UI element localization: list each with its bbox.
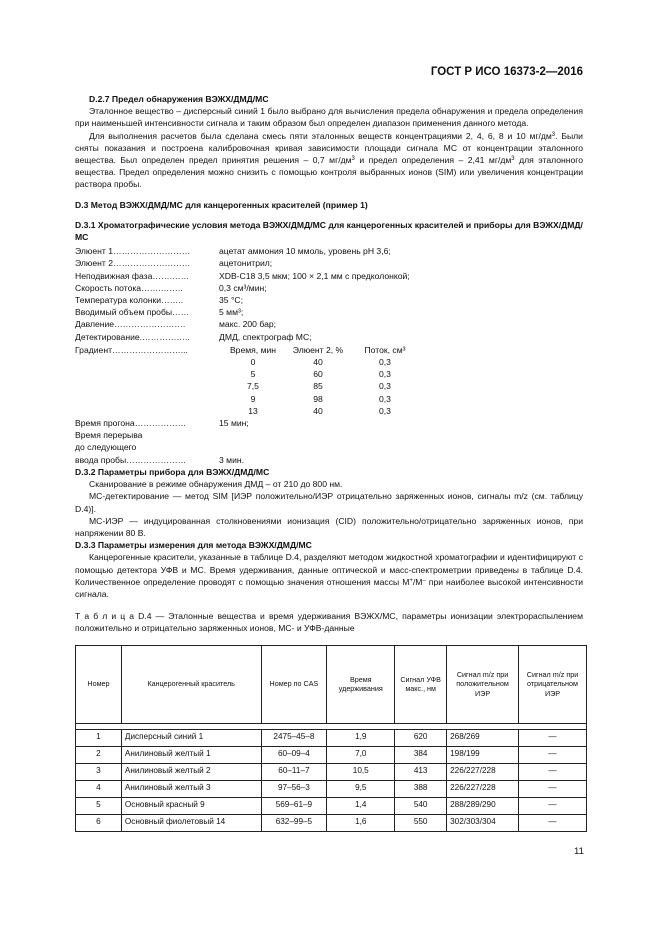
column-header: Номер по CAS	[261, 645, 327, 723]
paragraph: МС-детектирование — метод SIM [ИЭР положительно/ИЭР отрицательно заряженных ионов, сигналы m/z (см. таблицу D.4)].	[75, 491, 583, 514]
chromatography-parameters	[75, 245, 583, 343]
table-row: 2 Анилиновый желтый 1 60–09–4 7,0 384 198/199 —	[76, 746, 587, 763]
paragraph: Сканирование в режиме обнаружения ДМД – от 210 до 800 нм.	[89, 479, 343, 490]
column-header: Канцерогенный краситель	[121, 645, 261, 723]
section-heading-d31: D.3.1 Хроматографические условия метода ВЭЖХ/ДМД/МС для канцерогенных красителей и приборы для ВЭЖХ/ДМД/МС	[75, 219, 583, 243]
table-header-row	[76, 645, 587, 723]
param-row: Температура колонки…….. 35 °С;	[75, 295, 243, 306]
column-header: Сигнал УФВ макс., нм	[395, 645, 447, 723]
table-row: 5 Основный красный 9 569–61–9 1,4 540 288/289/290 —	[76, 797, 587, 814]
param-row: Детектирование.…………….. ДМД, спектрограф МС;	[75, 331, 312, 342]
section-heading-d3: D.3 Метод ВЭЖХ/ДМД/МС для канцерогенных красителей (пример 1)	[75, 199, 368, 210]
section-heading-d33: D.3.3 Параметры измерения для метода ВЭЖХ/ДМД/МС	[75, 540, 312, 551]
table-row: 4 Анилиновый желтый 3 97–56–3 9,5 388 226/227/228 —	[76, 780, 587, 797]
section-heading-d27: D.2.7 Предел обнаружения ВЭЖХ/ДМД/МС	[89, 94, 269, 104]
gradient-row: 7,5 85 0,3	[247, 381, 391, 392]
column-header: Номер	[76, 645, 122, 723]
param-row: Неподвижная фаза…….…… XDB-C18 3,5 мкм; 100 × 2,1 мм с предколонкой;	[75, 270, 410, 281]
pause-row: ввода пробы………………… 3 мин.	[75, 454, 245, 465]
param-row: Вводимый объем пробы…… 5 мм³;	[75, 307, 244, 318]
column-header: Сигнал m/z при положительном ИЭР	[447, 645, 519, 723]
page-content	[75, 93, 583, 832]
gradient-header: Градиент……………………... Время, мин Элюент 2, % Поток, см³	[75, 344, 406, 355]
gradient-row: 5 60 0,3	[250, 369, 391, 380]
pause-label-line1: Время перерыва	[75, 430, 143, 441]
param-row: Элюент 1……………………… ацетат аммония 10 ммоль, уровень pH 3,6;	[75, 246, 391, 257]
paragraph: Канцерогенные красители, указанные в таблице D.4, разделяют методом жидкостной хроматографии и идентифицируют с помощью детектора УФВ и МС. Время удерживания, данные оптической и масс-спектрометрии приведены в таблице D.4. Количественное определение проводят с помощью значения отношения массы М+/М– при наиболее высокой интенсивности сигнала.	[75, 552, 583, 599]
table-row: 3 Анилиновый желтый 2 60–11–7 10,5 413 226/227/228 —	[76, 763, 587, 780]
run-time-row: Время прогона……………… 15 мин;	[75, 418, 249, 429]
gradient-row: 0 40 0,3	[250, 357, 391, 368]
section-heading-d32: D.3.2 Параметры прибора для ВЭЖХ/ДМД/МС	[75, 466, 270, 477]
paragraph: МС-ИЭР — индуцированная столкновениями ионизация (CID) положительно/отрицательно заряженных ионов, при напряжении 80 В.	[75, 515, 583, 538]
paragraph: Для выполнения расчетов была сделана смесь пяти эталонных веществ концентрациями 2, 4, 6, 8 и 10 $мг/дм^3$. Были сняты показания и построена калибровочная кривая зависимости площади сигнала МС от концентрации эталонного вещества. Был определен предел принятия решения – 0,7 $мг/дм^3$ и предел определения – 2,41 $мг/дм^3$ для эталонного вещества. Предел определения можно снизить с помощью контроля выбранных ионов (SIM) или увеличения концентрации раствора пробы.	[75, 130, 583, 190]
param-row: Элюент 2……………………… ацетонитрил;	[75, 258, 273, 269]
page-number: 11	[574, 846, 584, 857]
param-row: Давление……………………. макс. 200 бар;	[75, 319, 277, 330]
paragraph: Эталонное вещество – дисперсный синий 1 было выбрано для вычисления предела обнаружения и предела определения при наименьшей интенсивности сигнала и таким образом был определен диапазон применения данного метода.	[75, 106, 583, 129]
pause-label-line2: до следующего	[75, 442, 137, 453]
param-row: Скорость потока…….…….. 0,3 см³/мин;	[75, 282, 267, 293]
reference-dyes-table	[75, 645, 587, 832]
table-caption: Т а б л и ц а D.4 — Эталонные вещества и время удерживания ВЭЖХ/МС, параметры ионизации электрораспылением положительно и отрицательно заряженных ионов, МС- и УФВ-данные	[75, 611, 583, 634]
gradient-row: 9 98 0,3	[250, 393, 391, 404]
table-row: 6 Основный фиолетовый 14 632–99–5 1,6 550 302/303/304 —	[76, 814, 587, 831]
column-header: Время удерживания	[327, 645, 395, 723]
column-header: Сигнал m/z при отрицательном ИЭР	[519, 645, 587, 723]
gradient-row: 13 40 0,3	[248, 405, 391, 416]
table-row: 1 Дисперсный синий 1 2475–45–8 1,9 620 268/269 —	[76, 729, 587, 746]
document-header: ГОСТ Р ИСО 16373-2—2016	[430, 66, 583, 78]
